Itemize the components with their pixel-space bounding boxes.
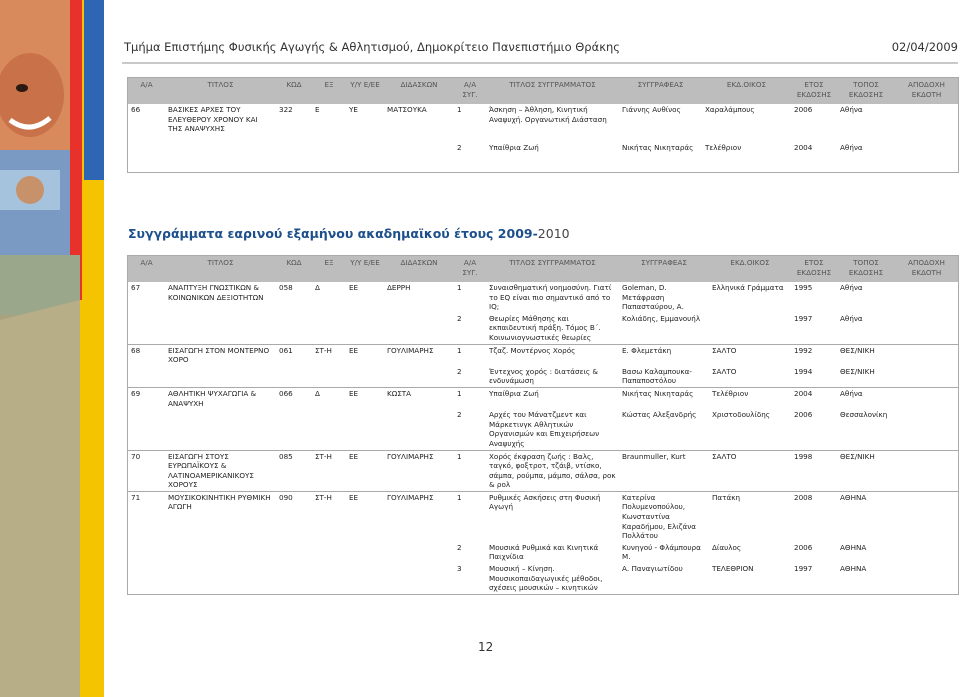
cell-semester [312, 366, 346, 388]
spring-books-table [128, 256, 958, 594]
cell-instructor [384, 313, 454, 344]
cell-aa [128, 409, 165, 450]
table-row [128, 282, 958, 313]
table-row [128, 104, 958, 142]
cell-book-aa: 2 [454, 313, 486, 344]
col-title: ΤΙΤΛΟΣ [165, 78, 276, 104]
cell-author: Κώστας Αλεξανδρής [619, 409, 709, 450]
cell-publisher: Τελέθριον [702, 142, 791, 172]
cell-instructor [384, 563, 454, 594]
spring-title-year: 2010 [537, 226, 570, 241]
col-semester: ΕΞ [312, 256, 346, 282]
cell-title: ΜΟΥΣΙΚΟΚΙΝΗΤΙΚΗ ΡΥΘΜΙΚΗ ΑΓΩΓΗ [165, 491, 276, 541]
cell-year: 2006 [791, 542, 837, 563]
cell-book-title: Ρυθμικές Ασκήσεις στη Φυσική Αγωγή [486, 491, 619, 541]
col-acceptance: ΑΠΟΔΟΧΗ ΕΚΔΟΤΗ [895, 78, 958, 104]
cell-code [276, 542, 312, 563]
cell-type: ΕΕ [346, 282, 384, 313]
cell-author: Κολιάδης, Εμμανουήλ [619, 313, 709, 344]
cell-instructor: ΓΟΥΛΙΜΑΡΗΣ [384, 491, 454, 541]
col-place: ΤΟΠΟΣ ΕΚΔΟΣΗΣ [837, 78, 895, 104]
cell-year: 1992 [791, 344, 837, 366]
cell-aa: 71 [128, 491, 165, 541]
cell-year: 1998 [791, 450, 837, 491]
cell-year: 1997 [791, 563, 837, 594]
cell-year: 1997 [791, 313, 837, 344]
cell-title [165, 563, 276, 594]
cell-instructor [384, 542, 454, 563]
col-instructor: ΔΙΔΑΣΚΩΝ [384, 78, 454, 104]
cell-place: Αθήνα [837, 282, 895, 313]
cell-aa: 70 [128, 450, 165, 491]
col-book-title: ΤΙΤΛΟΣ ΣΥΓΓΡΑΜΜΑΤΟΣ [486, 256, 619, 282]
decorative-side-banner [0, 0, 104, 697]
cell-instructor [384, 366, 454, 388]
cell-acceptance [895, 450, 958, 491]
cell-book-title: Υπαίθρια Ζωή [486, 387, 619, 409]
table-row [128, 450, 958, 491]
cell-code [276, 142, 312, 172]
cell-book-title: Αρχές του Μάνατζμεντ και Μάρκετινγκ Αθλητικών Οργανισμών και Επιχειρήσεων Αναψυχής [486, 409, 619, 450]
cell-acceptance [895, 387, 958, 409]
cell-book-title: Μουσικά Ρυθμικά και Κινητικά Παιχνίδια [486, 542, 619, 563]
cell-instructor: ΓΟΥΛΙΜΑΡΗΣ [384, 344, 454, 366]
cell-type: ΕΕ [346, 491, 384, 541]
cell-book-aa: 1 [454, 491, 486, 541]
cell-aa: 69 [128, 387, 165, 409]
cell-place: ΘΕΣ/ΝΙΚΗ [837, 366, 895, 388]
col-book-title: ΤΙΤΛΟΣ ΣΥΓΓΡΑΜΜΑΤΟΣ [486, 78, 619, 104]
col-type: Υ/Υ Ε/ΕΕ [346, 78, 384, 104]
cell-code: 085 [276, 450, 312, 491]
col-author: ΣΥΓΓΡΑΦΕΑΣ [619, 78, 702, 104]
sports-photo-collage [0, 0, 104, 697]
col-type: Υ/Υ Ε/ΕΕ [346, 256, 384, 282]
cell-code: 061 [276, 344, 312, 366]
cell-type [346, 563, 384, 594]
cell-publisher: ΤΕΛΕΘΡΙΟΝ [709, 563, 791, 594]
col-semester: ΕΞ [312, 78, 346, 104]
cell-publisher: Τελέθριον [709, 387, 791, 409]
cell-book-title: Συναισθηματική νοημοσύνη. Γιατί το EQ είναι πιο σημαντικό από το IQ; [486, 282, 619, 313]
cell-book-aa: 1 [454, 104, 486, 142]
page-header [124, 40, 958, 58]
col-book-aa: Α/Α ΣΥΓ. [454, 78, 486, 104]
cell-book-aa: 1 [454, 344, 486, 366]
cell-instructor [384, 409, 454, 450]
cell-book-title: Υπαίθρια Ζωή [486, 142, 619, 172]
cell-acceptance [895, 491, 958, 541]
cell-title: ΑΘΛΗΤΙΚΗ ΨΥΧΑΓΩΓΙΑ & ΑΝΑΨΥΧΗ [165, 387, 276, 409]
cell-author: Βασω Καλαμπουκα-Παπαποστόλου [619, 366, 709, 388]
table-row [128, 491, 958, 541]
spring-section-title [128, 226, 570, 241]
cell-book-title: Τζαζ. Μοντέρνος Χορός [486, 344, 619, 366]
cell-code [276, 366, 312, 388]
cell-publisher: Χαραλάμπους [702, 104, 791, 142]
cell-author: Κατερίνα Πολυμενοπούλου, Κωνσταντίνα Καραδήμου, Ελιζάνα Πολλάτου [619, 491, 709, 541]
cell-publisher [709, 313, 791, 344]
col-book-aa: Α/Α ΣΥΓ. [454, 256, 486, 282]
spring-title-text: Συγγράμματα εαρινού εξαμήνου ακαδημαϊκού έτους 2009- [128, 226, 538, 241]
cell-aa [128, 563, 165, 594]
cell-author: Braunmuller, Kurt [619, 450, 709, 491]
cell-type [346, 313, 384, 344]
table-row [128, 366, 958, 388]
cell-instructor: ΜΑΤΣΟΥΚΑ [384, 104, 454, 142]
cell-title [165, 313, 276, 344]
cell-semester: Δ [312, 282, 346, 313]
cell-title [165, 409, 276, 450]
cell-author: Νικήτας Νικηταράς [619, 387, 709, 409]
col-instructor: ΔΙΔΑΣΚΩΝ [384, 256, 454, 282]
cell-place: Αθήνα [837, 387, 895, 409]
page-number: 12 [478, 640, 494, 654]
cell-code: 066 [276, 387, 312, 409]
cell-instructor: ΔΕΡΡΗ [384, 282, 454, 313]
table-row [128, 344, 958, 366]
document-date: 02/04/2009 [891, 40, 958, 54]
cell-code: 058 [276, 282, 312, 313]
cell-author: Ε. Φλεμετάκη [619, 344, 709, 366]
col-acceptance: ΑΠΟΔΟΧΗ ΕΚΔΟΤΗ [895, 256, 958, 282]
cell-author: Κυνηγού - Φλάμπουρα Μ. [619, 542, 709, 563]
cell-semester [312, 142, 346, 172]
cell-place: Αθήνα [837, 313, 895, 344]
cell-author: Α. Παναγιωτίδου [619, 563, 709, 594]
cell-code: 322 [276, 104, 312, 142]
table-row [128, 313, 958, 344]
cell-publisher: Χριστοδουλίδης [709, 409, 791, 450]
cell-title: ΕΙΣΑΓΩΓΗ ΣΤΟΥΣ ΕΥΡΩΠΑΪΚΟΥΣ & ΛΑΤΙΝΟΑΜΕΡΙΚΑΝΙΚΟΥΣ ΧΟΡΟΥΣ [165, 450, 276, 491]
cell-instructor [384, 142, 454, 172]
cell-aa: 67 [128, 282, 165, 313]
cell-place: Θεσσαλονίκη [837, 409, 895, 450]
cell-acceptance [895, 542, 958, 563]
cell-aa: 66 [128, 104, 165, 142]
cell-title [165, 542, 276, 563]
cell-title [165, 142, 276, 172]
cell-semester [312, 409, 346, 450]
cell-year: 2004 [791, 387, 837, 409]
cell-semester: ΣΤ-Η [312, 344, 346, 366]
cell-title: ΒΑΣΙΚΕΣ ΑΡΧΕΣ ΤΟΥ ΕΛΕΥΘΕΡΟΥ ΧΡΟΝΟΥ ΚΑΙ ΤΗΣ ΑΝΑΨΥΧΗΣ [165, 104, 276, 142]
table-row [128, 409, 958, 450]
cell-author: Goleman, D. Μετάφραση Παπασταύρου, Α. [619, 282, 709, 313]
table-header [128, 256, 958, 282]
cell-place: ΘΕΣ/ΝΙΚΗ [837, 344, 895, 366]
col-publisher: ΕΚΔ.ΟΙΚΟΣ [702, 78, 791, 104]
col-author: ΣΥΓΓΡΑΦΕΑΣ [619, 256, 709, 282]
cell-title: ΑΝΑΠΤΥΞΗ ΓΝΩΣΤΙΚΩΝ & ΚΟΙΝΩΝΙΚΩΝ ΔΕΞΙΟΤΗΤΩΝ [165, 282, 276, 313]
cell-instructor: ΓΟΥΛΙΜΑΡΗΣ [384, 450, 454, 491]
cell-year: 2006 [791, 409, 837, 450]
cell-aa [128, 142, 165, 172]
cell-semester: ΣΤ-Η [312, 450, 346, 491]
cell-book-aa: 1 [454, 282, 486, 313]
cell-year: 2008 [791, 491, 837, 541]
cell-year: 1994 [791, 366, 837, 388]
cell-publisher: Ελληνικά Γράμματα [709, 282, 791, 313]
winter-books-table [128, 78, 958, 172]
cell-type [346, 542, 384, 563]
col-aa: Α/Α [128, 256, 165, 282]
cell-year: 2004 [791, 142, 837, 172]
cell-place: ΑΘΗΝΑ [837, 563, 895, 594]
table-header [128, 78, 958, 104]
cell-title: ΕΙΣΑΓΩΓΗ ΣΤΟΝ ΜΟΝΤΕΡΝΟ ΧΟΡΟ [165, 344, 276, 366]
cell-place: ΑΘΗΝΑ [837, 491, 895, 541]
cell-book-title: Έντεχνος χορός : διατάσεις & ενδυνάμωση [486, 366, 619, 388]
cell-publisher: ΣΑΛΤΟ [709, 366, 791, 388]
cell-code: 090 [276, 491, 312, 541]
col-title: ΤΙΤΛΟΣ [165, 256, 276, 282]
cell-place: ΑΘΗΝΑ [837, 542, 895, 563]
cell-aa [128, 542, 165, 563]
cell-type [346, 142, 384, 172]
cell-book-aa: 2 [454, 409, 486, 450]
cell-title [165, 366, 276, 388]
col-code: ΚΩΔ [276, 78, 312, 104]
cell-semester: Ε [312, 104, 346, 142]
cell-instructor: ΚΩΣΤΑ [384, 387, 454, 409]
table-row [128, 542, 958, 563]
cell-book-aa: 2 [454, 142, 486, 172]
cell-book-aa: 2 [454, 542, 486, 563]
cell-semester [312, 563, 346, 594]
table-row [128, 387, 958, 409]
col-publisher: ΕΚΔ.ΟΙΚΟΣ [709, 256, 791, 282]
cell-acceptance [895, 142, 958, 172]
cell-book-aa: 3 [454, 563, 486, 594]
col-aa: Α/Α [128, 78, 165, 104]
col-year: ΕΤΟΣ ΕΚΔΟΣΗΣ [791, 256, 837, 282]
cell-semester: ΣΤ-Η [312, 491, 346, 541]
cell-place: ΘΕΣ/ΝΙΚΗ [837, 450, 895, 491]
cell-type: ΥΕ [346, 104, 384, 142]
cell-publisher: ΣΑΛΤΟ [709, 450, 791, 491]
cell-code [276, 563, 312, 594]
cell-book-title: Άσκηση – Άθληση, Κινητική Αναψυχή. Οργανωτική Διάσταση [486, 104, 619, 142]
cell-book-title: Χορός έκφραση ζωής : Βαλς, ταγκό, φοξτροτ, τζάιβ, ντίσκο, σάμπα, ρούμπα, μάμπο, σάλσα, ροκ & ρολ [486, 450, 619, 491]
cell-place: Αθήνα [837, 142, 895, 172]
cell-book-aa: 1 [454, 450, 486, 491]
cell-semester [312, 313, 346, 344]
cell-acceptance [895, 409, 958, 450]
cell-acceptance [895, 563, 958, 594]
cell-aa [128, 366, 165, 388]
cell-semester: Δ [312, 387, 346, 409]
cell-book-aa: 1 [454, 387, 486, 409]
cell-author: Νικήτας Νικηταράς [619, 142, 702, 172]
cell-code [276, 409, 312, 450]
col-year: ΕΤΟΣ ΕΚΔΟΣΗΣ [791, 78, 837, 104]
cell-publisher: Δίαυλος [709, 542, 791, 563]
cell-year: 1995 [791, 282, 837, 313]
cell-year: 2006 [791, 104, 837, 142]
cell-acceptance [895, 282, 958, 313]
cell-publisher: Πατάκη [709, 491, 791, 541]
cell-acceptance [895, 104, 958, 142]
table-row [128, 563, 958, 594]
col-code: ΚΩΔ [276, 256, 312, 282]
cell-acceptance [895, 313, 958, 344]
cell-type: ΕΕ [346, 387, 384, 409]
table-row [128, 142, 958, 172]
cell-aa [128, 313, 165, 344]
cell-code [276, 313, 312, 344]
cell-aa: 68 [128, 344, 165, 366]
cell-book-title: Θεωρίες Μάθησης και εκπαιδευτική πράξη. Τόμος Β΄. Κοινωνιογνωστικές θεωρίες [486, 313, 619, 344]
cell-author: Γιάννης Αυθίνος [619, 104, 702, 142]
cell-place: Αθήνα [837, 104, 895, 142]
cell-type [346, 409, 384, 450]
cell-acceptance [895, 366, 958, 388]
cell-semester [312, 542, 346, 563]
header-divider [122, 62, 958, 64]
cell-acceptance [895, 344, 958, 366]
cell-type: ΕΕ [346, 450, 384, 491]
cell-type [346, 366, 384, 388]
department-name: Τμήμα Επιστήμης Φυσικής Αγωγής & Αθλητισμού, Δημοκρίτειο Πανεπιστήμιο Θράκης [124, 40, 621, 54]
cell-book-title: Μουσική – Κίνηση. Μουσικοπαιδαγωγικές μέθοδοι, σχέσεις μουσικών – κινητικών [486, 563, 619, 594]
col-place: ΤΟΠΟΣ ΕΚΔΟΣΗΣ [837, 256, 895, 282]
cell-book-aa: 2 [454, 366, 486, 388]
cell-type: ΕΕ [346, 344, 384, 366]
cell-publisher: ΣΑΛΤΟ [709, 344, 791, 366]
